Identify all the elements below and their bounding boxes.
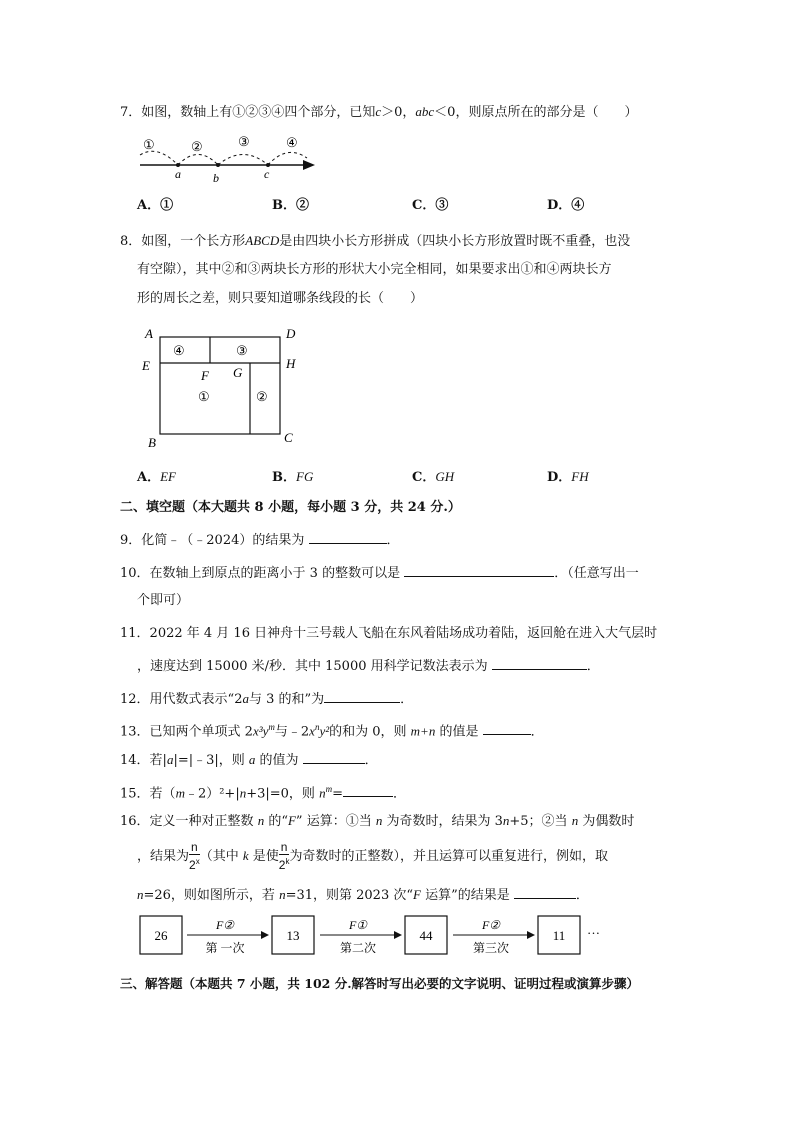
section-3-heading: 三、解答题（本题共 7 小题，共 102 分.解答时写出必要的文字说明、证明过程或演算步骤）: [120, 976, 640, 991]
number-line-arrow: [303, 160, 315, 170]
flow-arrowhead-3: [527, 931, 535, 939]
q16-line1: 16．定义一种对正整数 n 的“F” 运算：①当 n 为奇数时，结果为 3n+5；②当 n 为偶数时: [120, 813, 635, 829]
q16-line2: ，结果为 $\frac{n}{2^x}$ （其中 k 是使 $\frac{n}{2^k}$ 为奇数时的正整数），并且运算可以重复进行，例如，取: [137, 840, 608, 872]
label-c: c: [264, 167, 270, 181]
label-part-4: ④: [286, 135, 298, 150]
region-2: ②: [256, 389, 268, 404]
flow-value-2: 13: [286, 928, 300, 943]
q11-line2: ，速度达到 15000 米/秒．其中 15000 用科学记数法表示为 ．: [137, 655, 600, 676]
flow-op-1: F②: [215, 918, 235, 932]
region-3: ③: [236, 343, 248, 358]
rectangle-abcd-figure: [138, 324, 308, 454]
flow-op-2: F①: [348, 918, 368, 932]
q8-stem-line2: 有空隙），其中②和③两块长方形的形状大小完全相同，如果要求出①和④两块长方: [137, 262, 612, 277]
q10-line1: 10．在数轴上到原点的距离小于 3 的整数可以是 ．（任意写出一: [120, 562, 639, 583]
arc-part-3: [218, 155, 268, 166]
label-a: a: [175, 167, 181, 181]
flow-ellipsis: …: [587, 922, 600, 937]
fraction-n-over-2k: $\frac{n}{2^k}$: [278, 840, 290, 872]
q8-stem-line3: 形的周长之差，则只要知道哪条线段的长（ ）: [137, 291, 424, 306]
arc-part-2: [178, 155, 218, 166]
q14-answer-blank[interactable]: [303, 749, 365, 764]
q7-stem: 7．如图，数轴上有①②③④四个部分，已知c＞0，abc＜0，则原点所在的部分是（ ）: [120, 104, 638, 120]
q12: 12．用代数式表示“2a与 3 的和”为 ．: [120, 688, 413, 709]
q9-answer-blank[interactable]: [309, 529, 387, 544]
q12-answer-blank[interactable]: [324, 688, 400, 703]
q15-answer-blank[interactable]: [343, 782, 393, 797]
q7-option-b[interactable]: B．②: [272, 198, 309, 213]
q8-option-c[interactable]: C．GH: [412, 469, 455, 485]
q9: 9．化简﹣（﹣2024）的结果为 ．: [120, 529, 400, 550]
label-D: D: [286, 326, 296, 341]
flow-value-4: 11: [552, 928, 566, 943]
flow-step-2: 第二次: [339, 941, 377, 955]
q14: 14．若|a|=|﹣3|，则 a 的值为 ．: [120, 749, 378, 770]
label-part-2: ②: [191, 139, 203, 154]
region-4: ④: [173, 343, 185, 358]
label-A: A: [145, 326, 153, 341]
flow-arrowhead-1: [261, 931, 269, 939]
flow-arrowhead-2: [394, 931, 402, 939]
point-b: [216, 163, 220, 167]
q7-option-c[interactable]: C．③: [412, 198, 449, 213]
flow-value-3: 44: [419, 928, 433, 943]
flow-step-1: 第 一次: [205, 941, 245, 955]
q8-stem-line1: 8．如图，一个长方形ABCD是由四块小长方形拼成（四块小长方形放置时既不重叠，也没: [120, 233, 631, 249]
q8-option-b[interactable]: B．FG: [272, 469, 314, 485]
label-part-1: ①: [143, 137, 155, 152]
label-part-3: ③: [238, 134, 250, 149]
q10-line2: 个即可）: [137, 593, 190, 608]
region-1: ①: [198, 389, 210, 404]
q16-line3: n=26，则如图所示，若 n=31，则第 2023 次“F 运算”的结果是 ．: [137, 884, 589, 905]
number-line-figure: [135, 130, 325, 185]
q11-answer-blank[interactable]: [492, 655, 587, 670]
q13-answer-blank[interactable]: [483, 720, 531, 735]
q11-line1: 11．2022 年 4 月 16 日神舟十三号载人飞船在东风着陆场成功着陆，返回舱在进入大气层时: [120, 626, 658, 641]
fraction-n-over-2x: $\frac{n}{2^x}$: [189, 840, 200, 872]
label-E: E: [142, 358, 150, 373]
label-C: C: [284, 430, 293, 445]
q8-option-d[interactable]: D．FH: [547, 469, 589, 485]
label-B: B: [148, 435, 156, 450]
label-b: b: [213, 171, 219, 185]
q13: 13．已知两个单项式 $2x^3y^m$与$﹣2x^ny^2$的和为 0，则 m+n 的值是 ．: [120, 722, 544, 740]
label-G: G: [233, 365, 243, 380]
arc-part-1: [140, 151, 178, 165]
q10-answer-blank[interactable]: [404, 562, 554, 577]
q7-option-d[interactable]: D．④: [547, 198, 585, 213]
label-F: F: [201, 368, 209, 383]
q16-answer-blank[interactable]: [514, 884, 576, 899]
flow-op-3: F②: [481, 918, 501, 932]
arc-part-4: [268, 152, 307, 165]
q7-option-a[interactable]: A．①: [137, 198, 174, 213]
section-2-heading: 二、填空题（本大题共 8 小题，每小题 3 分，共 24 分.）: [120, 500, 461, 515]
q8-option-a[interactable]: A．EF: [137, 469, 176, 485]
label-H: H: [286, 356, 296, 371]
q15: 15．若（m﹣2）²+|n+3|=0，则 $n^m=$ ．: [120, 784, 406, 802]
flow-step-3: 第三次: [472, 941, 510, 955]
f-operation-flow-figure: [135, 910, 615, 970]
flow-value-1: 26: [154, 928, 168, 943]
